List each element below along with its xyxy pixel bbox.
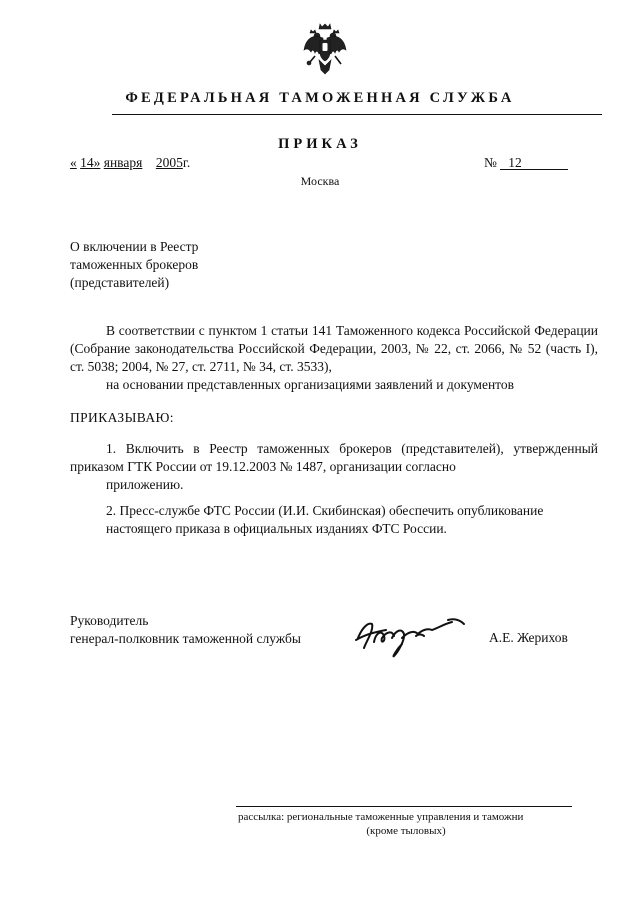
header-divider xyxy=(112,114,602,115)
date-month: января xyxy=(103,155,143,170)
distribution-divider xyxy=(236,806,572,807)
item-2-last-line: настоящего приказа в официальных изданиях ФТС России. xyxy=(106,521,447,536)
date-close-quote: » xyxy=(93,155,101,170)
order-title: ПРИКАЗ xyxy=(278,136,362,152)
preamble-last-line: на основании представленных организациями заявлений и документов xyxy=(106,377,515,392)
number-label: № xyxy=(484,155,497,170)
signer-position xyxy=(70,612,301,648)
order-command: ПРИКАЗЫВАЮ: xyxy=(70,410,174,425)
russian-double-headed-eagle-icon xyxy=(303,22,347,76)
order-number xyxy=(484,155,568,171)
signer-position-line: генерал-полковник таможенной службы xyxy=(70,631,301,646)
item-1-last-line: приложению. xyxy=(106,477,184,492)
item-1-main: 1. Включить в Реестр таможенных брокеров (представителей), утвержденный приказом ГТК России от 19.12.2003 № 1487, организации согласно xyxy=(70,441,598,474)
order-item-2 xyxy=(70,502,598,538)
preamble-main: В соответствии с пунктом 1 статьи 141 Таможенного кодекса Российской Федерации (Собрание законодательства Российской Федерации, 2003, № 22, ст. 2066, № 52 (часть I), ст. 5038; 2004, № 27, ст. 2711, № 34, ст. 3533), xyxy=(70,323,598,374)
order-date xyxy=(70,155,190,171)
number-value: 12 xyxy=(500,156,568,170)
date-year: 2005 xyxy=(155,155,183,170)
distribution-line: (кроме тыловых) xyxy=(366,825,446,837)
signer-name: А.Е. Жерихов xyxy=(489,630,568,645)
item-2-main: 2. Пресс-службе ФТС России (И.И. Скибинская) обеспечить опубликование xyxy=(106,503,544,518)
distribution-list xyxy=(238,810,574,838)
distribution-line: рассылка: региональные таможенные управления и таможни xyxy=(238,811,524,823)
signer-position-line: Руководитель xyxy=(70,613,149,628)
subject-line: (представителей) xyxy=(70,275,170,290)
date-open-quote: « xyxy=(70,155,77,170)
agency-name: ФЕДЕРАЛЬНАЯ ТАМОЖЕННАЯ СЛУЖБА xyxy=(125,90,515,106)
order-item-1 xyxy=(70,440,598,494)
preamble-paragraph xyxy=(70,322,598,394)
order-city: Москва xyxy=(300,174,340,188)
subject-line: О включении в Реестр xyxy=(70,239,199,254)
subject-line: таможенных брокеров xyxy=(70,257,199,272)
order-subject xyxy=(70,238,198,292)
date-suffix: г. xyxy=(182,155,191,170)
date-day: 14 xyxy=(80,155,94,170)
handwritten-signature-icon xyxy=(352,608,472,660)
